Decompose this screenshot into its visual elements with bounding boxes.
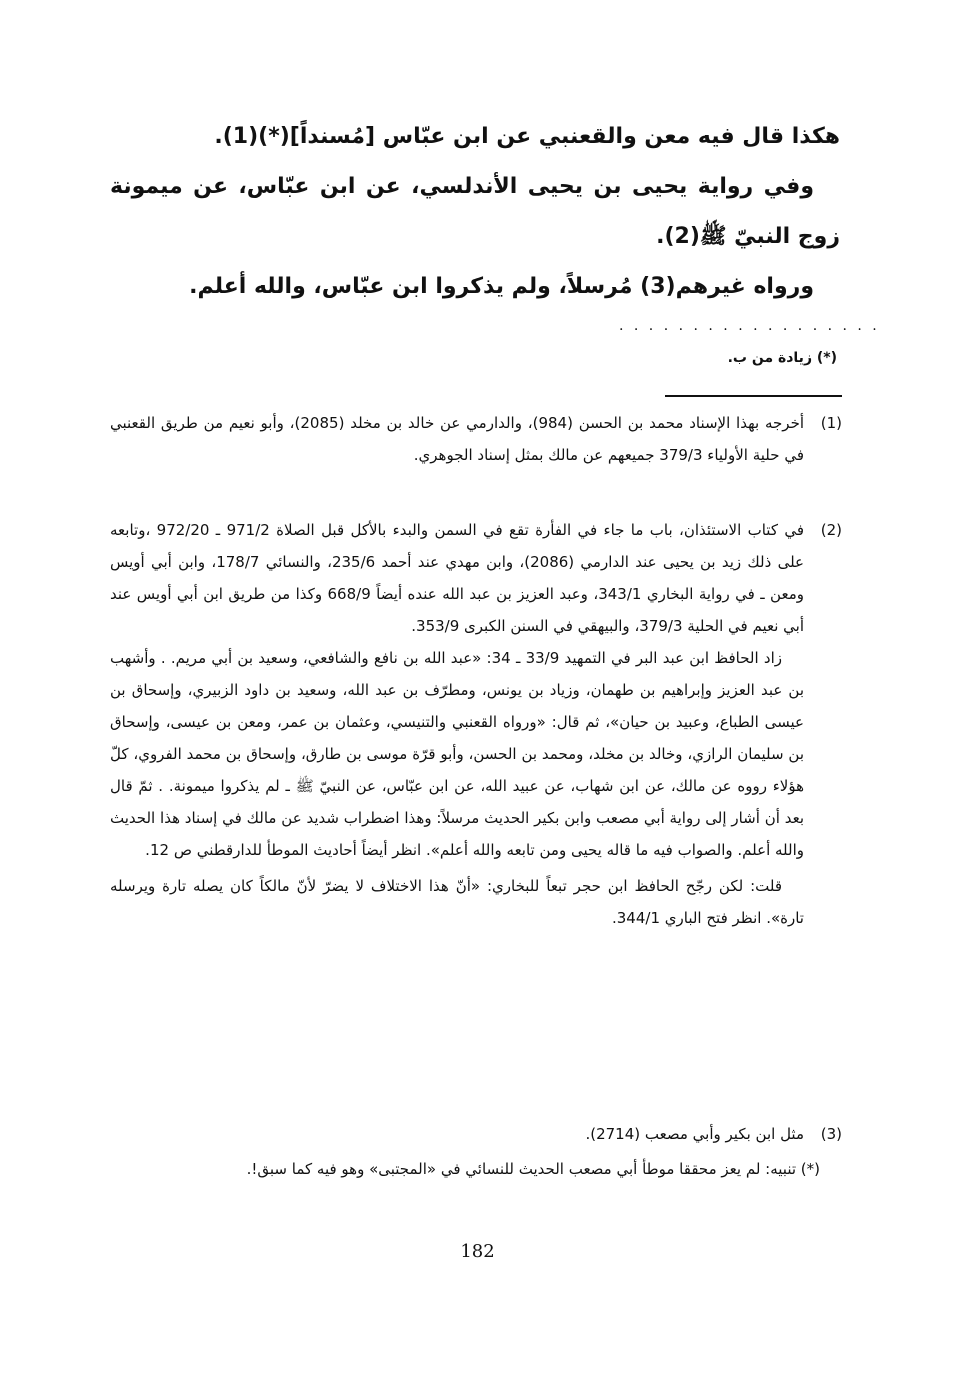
addition-note: (*) زيادة من ب. (727, 350, 837, 366)
footnote-number: (3) (820, 1125, 842, 1143)
main-paragraph-3: ورواه غيرهم(3) مُرسلاً، ولم يذكروا ابن عبّاس، والله أعلم. (189, 274, 814, 299)
footnote-text: زاد الحافظ ابن عبد البر في التمهيد 33/9 ـ 34: «عبد الله بن نافع والشافعي، وسعيد بن أبي مريم. . وأشهب بن عبد العزيز وإبراهيم بن طهمان، وزياد بن يونس، ومطرّف بن عبد الله، وسعيد بن داود الزبيري، وإسحاق بن عيسى الطباع، وعبيد بن حيان»، ثم قال: «ورواه القعنبي والتنيسي، وعثمان بن عمر، ومعن بن عيسى، وإسحاق بن سليمان الرازي، وخالد بن مخلد، ومحمد بن الحسن، وأبو قرّة موسى بن طارق، وإسحاق بن محمد الفروي، كلّ هؤلاء رووه عن مالك، عن ابن شهاب، عن عبيد الله، عن ابن عبّاس، عن النبيّ ﷺ ـ لم يذكروا ميمونة. . ثمّ قال بعد أن أشار إلى رواية أبي مصعب وابن بكير الحديث مرسلاً: وهذا اضطراب شديد عن مالك في إسناد هذا الحديث والله أعلم. والصواب فيه ما قاله يحيى ومن تابعه والله أعلم». انظر أيضاً أحاديث الموطأ للدارقطني ص 12. (110, 649, 804, 859)
dotted-separator: . . . . . . . . . . . . . . . . . . (619, 318, 880, 334)
footnote-text: (*) تنبيه: لم يعز محققا موطأ أبي مصعب الحديث للنسائي في «المجتبى» وهو فيه كما سبق!. (246, 1160, 820, 1178)
footnote-divider (665, 395, 842, 397)
footnote-number: (2) (820, 521, 842, 539)
footnote-text: في كتاب الاستئذان، باب ما جاء في الفأرة تقع في السمن والبدء بالأكل قبل الصلاة 971/2 ـ 972/20 ،وتابعه على ذلك زيد بن يحيى عند الدارمي (2086)، وابن مهدي عند أحمد 235/6، والنسائي 178/7، وابن أبي أويس ومعن ـ في رواية البخاري 343/1، وعبد العزيز بن عبد الله عنده أيضاً 668/9 وكذا من طريق ابن أبي أويس عند أبي نعيم في الحلية 379/3، والبيهقي في السنن الكبرى 353/9. (110, 521, 804, 635)
footnote-number: (1) (820, 414, 842, 432)
main-paragraph-2: وفي رواية يحيى بن يحيى الأندلسي، عن ابن عبّاس، عن ميمونة زوج النبيّ ﷺ(2). (110, 174, 840, 249)
footnote-2 (110, 514, 842, 934)
footnote-text: مثل ابن بكير وأبي مصعب (2714). (585, 1125, 804, 1143)
footnote-star (110, 1153, 842, 1185)
footnote-text: أخرجه بهذا الإسناد محمد بن الحسن (984)، والدارمي عن خالد بن مخلد (2085)، وأبو نعيم من طريق القعنبي في حلية الأولياء 379/3 جميعهم عن مالك بمثل إسناد الجوهري. (110, 414, 805, 464)
page-number: 182 (460, 1241, 495, 1262)
footnote-text: قلت: لكن رجّح الحافظ ابن حجر تبعاً للبخاري: «أنّ هذا الاختلاف لا يضرّ لأنّ مالكاً كان يصله تارة ويرسله تارة». انظر فتح الباري 344/1. (110, 877, 804, 927)
footnote-3 (110, 1118, 842, 1150)
main-paragraph-1: هكذا قال فيه معن والقعنبي عن ابن عبّاس [مُسنداً](*)(1). (214, 124, 840, 149)
footnote-1 (110, 407, 842, 471)
